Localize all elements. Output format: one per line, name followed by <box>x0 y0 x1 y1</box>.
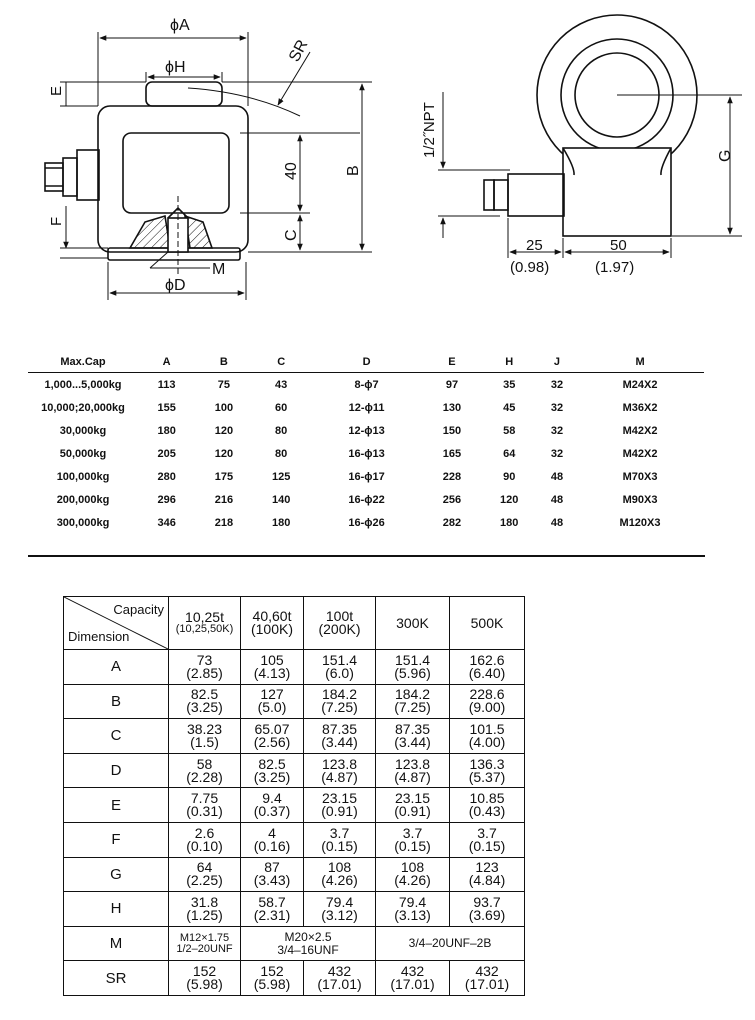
dim-cell <box>241 684 304 719</box>
spec-cell: 280 <box>157 470 176 483</box>
dim-cell <box>376 892 450 927</box>
dim-cell <box>241 753 304 788</box>
dim-row-H <box>64 892 525 927</box>
dim-m-c1-l1: M12×1.75 <box>179 931 230 944</box>
dim-value-inch: (3.25) <box>186 699 223 716</box>
dim-cell <box>169 857 241 892</box>
dim-value-mm: 432 <box>327 963 352 980</box>
dim-cell <box>450 719 525 754</box>
label-50: 50 <box>610 237 627 254</box>
dim-value-mm: 4 <box>268 824 276 841</box>
spec-cell: 346 <box>157 516 176 529</box>
label-M: M <box>212 261 226 278</box>
spec-cell: 16-ϕ26 <box>348 516 385 529</box>
spec-header-h: H <box>481 352 538 373</box>
dim-cell <box>304 857 376 892</box>
dim-row-B <box>64 684 525 719</box>
spec-header-e: E <box>423 352 480 373</box>
dim-value-inch: (4.84) <box>468 872 506 889</box>
dim-value-mm: 82.5 <box>258 755 286 772</box>
dim-value-mm: 64 <box>196 859 213 876</box>
dim-value-inch: (0.15) <box>394 837 431 854</box>
dim-value-mm: 38.23 <box>186 720 223 737</box>
dim-m-c23-l1: M20×2.5 <box>284 929 332 944</box>
dim-value-mm: 136.3 <box>469 755 505 772</box>
spec-cell: 16-ϕ22 <box>348 493 385 506</box>
dim-value-mm: 23.15 <box>394 790 431 807</box>
spec-cell: 216 <box>214 493 234 506</box>
dim-col-2-l1: 40,60t <box>252 608 292 624</box>
dim-col-4 <box>376 597 450 650</box>
dim-col-5 <box>450 597 525 650</box>
dim-value-inch: (9.00) <box>468 699 506 716</box>
spec-cell: 90 <box>503 470 516 483</box>
spec-cell: 12-ϕ13 <box>348 424 385 437</box>
dim-row-label: C <box>64 719 169 754</box>
dim-cell <box>241 719 304 754</box>
dim-cell <box>450 857 525 892</box>
spec-row <box>28 442 704 465</box>
spec-cell: 205 <box>157 447 176 460</box>
dim-row-D <box>64 753 525 788</box>
dim-cell <box>304 684 376 719</box>
spec-cell: 35 <box>503 378 516 391</box>
dim-value-mm: 123.8 <box>394 755 431 772</box>
spec-cell: 80 <box>275 424 288 437</box>
label-phiH: ϕH <box>165 59 186 76</box>
label-B: B <box>345 165 362 176</box>
spec-cell: 113 <box>157 378 176 391</box>
dim-value-inch: (3.44) <box>394 733 431 750</box>
dim-value-inch: (5.98) <box>186 976 223 993</box>
dim-value-mm: 93.7 <box>473 893 501 910</box>
spec-cell-capacity: 50,000kg <box>59 447 107 460</box>
dim-value-inch: (3.12) <box>321 906 358 923</box>
dim-cell <box>169 650 241 685</box>
dim-row-label: F <box>64 822 169 857</box>
dim-value-inch: (17.01) <box>464 976 510 993</box>
spec-cell: 120 <box>214 424 234 437</box>
dim-cell <box>169 961 241 996</box>
side-view <box>484 15 697 236</box>
spec-cell: M70X3 <box>622 470 658 483</box>
spec-cell: 120 <box>214 447 234 460</box>
label-25-in: (0.98) <box>510 259 550 276</box>
label-E: E <box>48 85 65 96</box>
dim-cell <box>304 822 376 857</box>
spec-cell: 32 <box>550 424 564 437</box>
dim-value-inch: (0.37) <box>253 803 291 820</box>
dim-col-2 <box>241 597 304 650</box>
dim-col-5-l1: 500K <box>470 614 504 631</box>
spec-cell: 48 <box>550 493 564 506</box>
dim-value-mm: 123.8 <box>321 755 358 772</box>
spec-cell-capacity: 200,000kg <box>56 493 110 506</box>
dim-cell <box>376 961 450 996</box>
dim-value-mm: 58.7 <box>258 893 286 910</box>
dim-value-inch: (2.25) <box>186 872 223 889</box>
spec-cell: 48 <box>550 470 564 483</box>
dim-cell <box>450 684 525 719</box>
dim-row-label: G <box>64 857 169 892</box>
dim-value-mm: 3.7 <box>402 824 423 841</box>
dim-cell <box>304 892 376 927</box>
spec-cell: 175 <box>214 470 234 483</box>
label-npt: 1/2˝NPT <box>421 102 438 158</box>
label-G: G <box>717 149 734 162</box>
dim-m-c23-l2: 3/4–16UNF <box>277 942 339 957</box>
spec-row <box>28 511 704 534</box>
spec-cell: 43 <box>275 378 288 391</box>
spec-row <box>28 396 704 419</box>
dim-value-mm: 2.6 <box>194 824 215 841</box>
spec-cell-capacity: 100,000kg <box>56 470 110 483</box>
spec-cell: 16-ϕ13 <box>348 447 385 460</box>
spec-cell: 150 <box>442 424 462 437</box>
dim-value-mm: 79.4 <box>325 893 354 910</box>
spec-cell: 228 <box>442 470 462 483</box>
dim-cell <box>241 892 304 927</box>
dim-value-mm: 79.4 <box>398 893 427 910</box>
dim-value-inch: (3.69) <box>468 906 506 923</box>
dim-col-4-l1: 300K <box>396 614 429 631</box>
spec-cell: 16-ϕ17 <box>348 470 385 483</box>
spec-cell: 8-ϕ7 <box>354 378 379 391</box>
dim-value-inch: (2.28) <box>186 768 223 785</box>
dim-value-inch: (0.15) <box>468 837 506 854</box>
spec-cell: 120 <box>500 493 519 506</box>
dim-value-mm: 108 <box>327 859 352 876</box>
dim-value-inch: (5.0) <box>257 699 287 716</box>
dim-row-F <box>64 822 525 857</box>
dim-header-row <box>64 597 525 650</box>
dim-value-inch: (4.00) <box>468 733 506 750</box>
dim-row-label: D <box>64 753 169 788</box>
dim-row-M <box>64 926 525 961</box>
dim-col-1 <box>169 597 241 650</box>
dim-col-3 <box>304 597 376 650</box>
spec-cell: 32 <box>550 447 564 460</box>
spec-cell: 180 <box>271 516 291 529</box>
dim-cell <box>376 650 450 685</box>
corner-capacity-label: Capacity <box>113 602 164 617</box>
spec-cell: 75 <box>217 378 231 391</box>
dim-cell <box>241 788 304 823</box>
dim-cell <box>304 961 376 996</box>
spec-cell: 32 <box>550 378 564 391</box>
dim-row-label: M <box>64 926 169 961</box>
dim-row-A <box>64 650 525 685</box>
spec-header-d: D <box>310 352 424 373</box>
dim-value-inch: (5.96) <box>394 664 431 681</box>
label-50-in: (1.97) <box>595 259 635 276</box>
dim-value-inch: (0.43) <box>468 803 506 820</box>
dim-value-inch: (0.10) <box>186 837 223 854</box>
dim-cell <box>169 719 241 754</box>
dim-cell <box>450 788 525 823</box>
spec-cell: 60 <box>275 401 288 414</box>
spec-header-a: A <box>138 352 195 373</box>
dim-value-mm: 7.75 <box>190 790 219 807</box>
dim-row-label: SR <box>64 961 169 996</box>
dim-value-inch: (3.44) <box>321 733 358 750</box>
spec-cell: 100 <box>214 401 234 414</box>
spec-cell: 12-ϕ11 <box>348 401 385 414</box>
spec-cell: 130 <box>442 401 462 414</box>
dim-value-mm: 228.6 <box>469 686 505 703</box>
dim-cell <box>169 788 241 823</box>
dim-value-mm: 184.2 <box>321 686 358 703</box>
section-divider <box>28 555 705 557</box>
spec-row <box>28 373 704 397</box>
spec-header-maxcap: Max.Cap <box>28 352 138 373</box>
dim-cell <box>450 892 525 927</box>
spec-cell: M36X2 <box>622 401 658 414</box>
dim-value-inch: (17.01) <box>317 976 362 993</box>
dim-value-inch: (6.0) <box>325 664 354 681</box>
spec-cell: 296 <box>157 493 176 506</box>
dim-cell <box>304 753 376 788</box>
technical-drawing <box>0 0 755 320</box>
dim-value-mm: 101.5 <box>469 720 505 737</box>
spec-cell: 165 <box>442 447 462 460</box>
spec-cell: 155 <box>157 401 176 414</box>
dim-value-inch: (4.87) <box>394 768 431 785</box>
spec-cell: 218 <box>214 516 234 529</box>
dim-cell <box>169 753 241 788</box>
dim-row-C <box>64 719 525 754</box>
spec-header-b: B <box>195 352 252 373</box>
dim-cell <box>241 857 304 892</box>
dim-value-inch: (2.31) <box>253 906 291 923</box>
dim-value-inch: (6.40) <box>468 664 506 681</box>
dim-value-mm: 151.4 <box>321 651 358 668</box>
spec-cell: 256 <box>442 493 462 506</box>
dim-col-2-l2: (100K) <box>250 621 294 637</box>
dim-m-c1-l2: 1/2–20UNF <box>176 942 233 955</box>
dim-value-inch: (0.91) <box>394 803 431 820</box>
label-phiD: ϕD <box>165 277 186 294</box>
dim-cell <box>376 719 450 754</box>
dim-m-cell-1 <box>169 926 241 961</box>
dim-cell <box>241 961 304 996</box>
front-view <box>45 82 248 275</box>
spec-cell: 32 <box>550 401 564 414</box>
spec-cell: 125 <box>271 470 291 483</box>
dim-value-mm: 184.2 <box>394 686 431 703</box>
spec-row <box>28 488 704 511</box>
dim-value-inch: (7.25) <box>321 699 358 716</box>
dim-value-mm: 3.7 <box>477 824 497 841</box>
spec-cell: 48 <box>550 516 564 529</box>
dim-row-E <box>64 788 525 823</box>
spec-cell: 45 <box>503 401 516 414</box>
dim-value-mm: 31.8 <box>190 893 219 910</box>
dim-row-G <box>64 857 525 892</box>
dim-cell <box>450 822 525 857</box>
capacity-spec-table <box>28 352 704 534</box>
label-40: 40 <box>283 162 300 180</box>
spec-cell: 58 <box>503 424 516 437</box>
dim-value-mm: 162.6 <box>469 651 505 668</box>
label-SR: SR <box>286 37 312 65</box>
dim-value-mm: 9.4 <box>262 790 282 807</box>
dim-value-inch: (4.26) <box>321 872 358 889</box>
label-C: C <box>283 229 300 241</box>
dim-value-mm: 82.5 <box>190 686 219 703</box>
spec-cell: 64 <box>503 447 516 460</box>
spec-header-row <box>28 352 704 373</box>
spec-cell: 180 <box>157 424 176 437</box>
spec-header-j: J <box>538 352 576 373</box>
dim-col-3-l1: 100t <box>325 608 354 624</box>
dim-value-mm: 108 <box>400 859 425 876</box>
dim-cell <box>376 822 450 857</box>
dim-cell <box>241 822 304 857</box>
label-25: 25 <box>526 237 543 254</box>
dim-row-SR <box>64 961 525 996</box>
dim-cell <box>450 650 525 685</box>
dim-value-inch: (3.13) <box>394 906 431 923</box>
spec-row <box>28 419 704 442</box>
spec-cell: 180 <box>500 516 519 529</box>
dim-value-inch: (3.25) <box>253 768 291 785</box>
dim-value-mm: 65.07 <box>254 720 290 737</box>
dim-value-mm: 58 <box>196 755 213 772</box>
dim-cell <box>169 684 241 719</box>
dim-value-inch: (17.01) <box>390 976 435 993</box>
spec-cell-capacity: 1,000...5,000kg <box>44 378 122 391</box>
spec-header-m: M <box>576 352 704 373</box>
spec-header-c: C <box>253 352 310 373</box>
dim-value-mm: 87.35 <box>394 720 431 737</box>
spec-cell: M42X2 <box>622 424 658 437</box>
spec-cell: M24X2 <box>622 378 658 391</box>
dim-cell <box>169 822 241 857</box>
dim-col-1-l2: (10,25,50K) <box>175 623 234 635</box>
dim-value-mm: 87 <box>264 859 280 876</box>
dim-corner-cell <box>64 597 169 650</box>
dim-value-mm: 105 <box>260 651 284 668</box>
dim-value-inch: (4.26) <box>394 872 431 889</box>
dim-value-mm: 127 <box>260 686 284 703</box>
dim-value-inch: (3.43) <box>253 872 291 889</box>
dim-value-mm: 3.7 <box>329 824 350 841</box>
dim-value-inch: (2.56) <box>253 733 291 750</box>
dim-value-inch: (5.98) <box>253 976 291 993</box>
spec-cell: 80 <box>275 447 288 460</box>
dim-cell <box>376 857 450 892</box>
dim-row-label: B <box>64 684 169 719</box>
spec-cell-capacity: 30,000kg <box>59 424 107 437</box>
dim-cell <box>450 753 525 788</box>
dim-cell <box>169 892 241 927</box>
dim-value-inch: (1.5) <box>190 733 219 750</box>
dim-col-1-l1: 10,25t <box>185 609 224 625</box>
dim-value-inch: (0.15) <box>321 837 358 854</box>
dim-m-cell-45: 3/4–20UNF–2B <box>376 926 525 961</box>
dim-cell <box>376 684 450 719</box>
dim-value-inch: (2.85) <box>186 664 223 681</box>
dim-value-mm: 73 <box>196 651 213 668</box>
spec-cell-capacity: 10,000;20,000kg <box>41 401 125 414</box>
dim-value-inch: (4.87) <box>321 768 358 785</box>
spec-row <box>28 465 704 488</box>
dim-value-inch: (0.31) <box>186 803 223 820</box>
dim-value-mm: 151.4 <box>394 651 431 668</box>
dim-value-mm: 87.35 <box>321 720 358 737</box>
dim-col-3-l2: (200K) <box>318 621 361 637</box>
dim-cell <box>450 961 525 996</box>
dim-value-inch: (4.13) <box>253 664 291 681</box>
spec-cell: M90X3 <box>622 493 658 506</box>
dim-cell <box>304 719 376 754</box>
dim-row-label: A <box>64 650 169 685</box>
dim-value-inch: (1.25) <box>186 906 223 923</box>
dim-value-mm: 432 <box>475 963 499 980</box>
corner-dimension-label: Dimension <box>68 629 130 644</box>
label-phiA: ϕA <box>170 17 190 34</box>
dim-cell <box>376 753 450 788</box>
dim-cell <box>304 788 376 823</box>
dim-value-mm: 152 <box>192 963 217 980</box>
dim-row-label: H <box>64 892 169 927</box>
label-F: F <box>48 216 65 226</box>
dim-value-mm: 23.15 <box>321 790 358 807</box>
dim-row-label: E <box>64 788 169 823</box>
dim-value-mm: 432 <box>400 963 425 980</box>
dim-value-inch: (5.37) <box>468 768 506 785</box>
dim-value-mm: 10.85 <box>469 790 505 807</box>
spec-cell: 140 <box>271 493 291 506</box>
spec-cell: M120X3 <box>619 516 661 529</box>
spec-cell: M42X2 <box>622 447 658 460</box>
spec-cell-capacity: 300,000kg <box>56 516 110 529</box>
dim-cell <box>304 650 376 685</box>
dim-value-inch: (0.16) <box>253 837 291 854</box>
dim-m-cell-23 <box>241 926 376 961</box>
dim-value-mm: 152 <box>260 963 284 980</box>
dim-value-inch: (7.25) <box>394 699 431 716</box>
spec-cell: 282 <box>442 516 462 529</box>
dim-value-mm: 123 <box>475 859 499 876</box>
dim-value-inch: (0.91) <box>321 803 358 820</box>
spec-cell: 97 <box>445 378 459 391</box>
dimension-table <box>63 596 525 996</box>
dim-cell <box>241 650 304 685</box>
dim-cell <box>376 788 450 823</box>
